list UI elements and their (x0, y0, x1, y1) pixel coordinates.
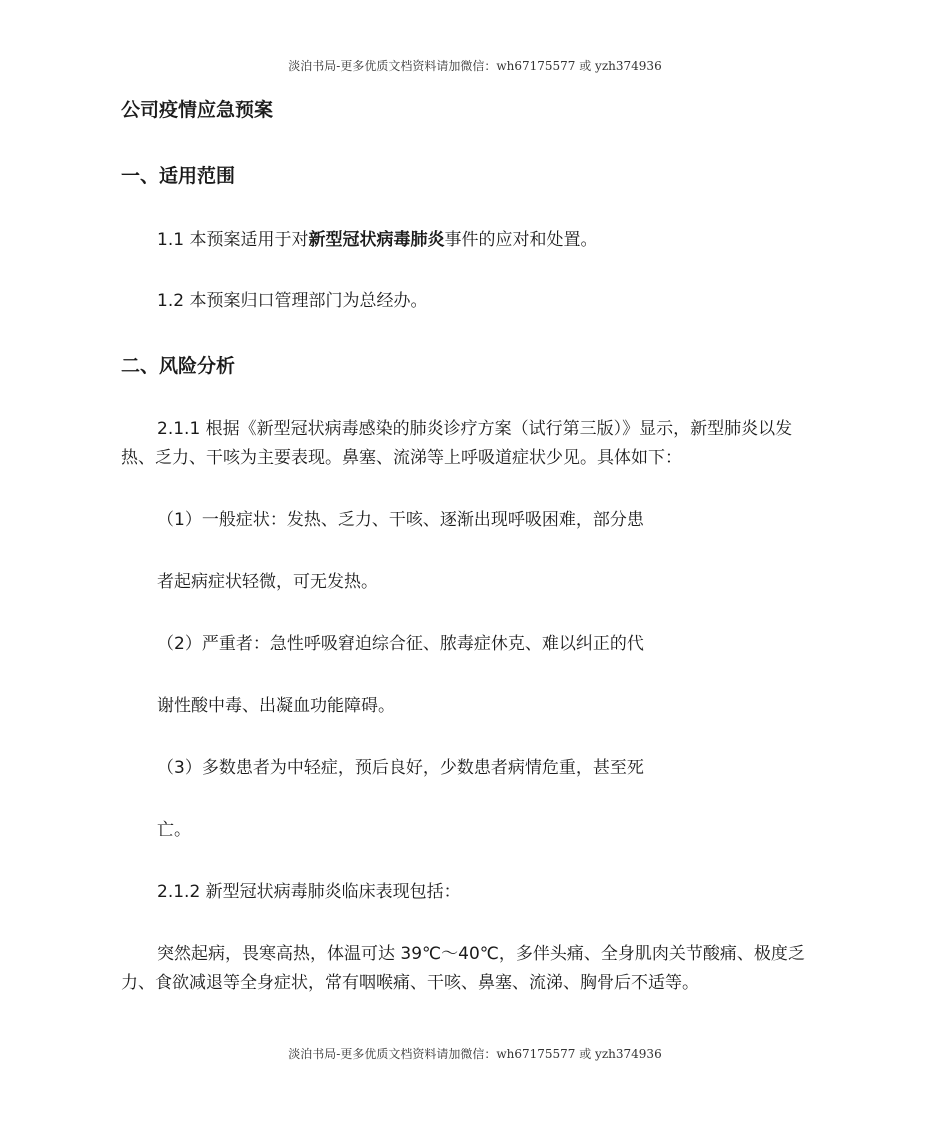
list-item-1-line-1: （1）一般症状：发热、乏力、干咳、逐渐出现呼吸困难，部分患 (157, 510, 644, 530)
document-title: 公司疫情应急预案 (121, 99, 274, 121)
paragraph-1-2: 1.2 本预案归口管理部门为总经办。 (157, 291, 428, 311)
list-item-3-line-2: 亡。 (157, 820, 191, 840)
page-header: 淡泊书局-更多优质文档资料请加微信：wh67175577 或 yzh374936 (288, 59, 662, 73)
paragraph-1-1-lead: 1.1 本预案适用于对 (157, 230, 309, 250)
paragraph-2-1-2: 2.1.2 新型冠状病毒肺炎临床表现包括： (157, 882, 461, 902)
list-item-2-line-1: （2）严重者：急性呼吸窘迫综合征、脓毒症休克、难以纠正的代 (157, 634, 644, 654)
list-item-2-line-2: 谢性酸中毒、出凝血功能障碍。 (157, 696, 395, 716)
section-heading-scope: 一、适用范围 (121, 165, 236, 187)
page-footer: 淡泊书局-更多优质文档资料请加微信：wh67175577 或 yzh374936 (288, 1047, 662, 1061)
paragraph-2-1-1: 2.1.1 根据《新型冠状病毒感染的肺炎诊疗方案（试行第三版）》显示，新型肺炎以发热、乏力、干咳为主要表现。鼻塞、流涕等上呼吸道症状少见。具体如下： (121, 419, 793, 468)
section-heading-risk: 二、风险分析 (121, 355, 236, 377)
list-item-1-line-2: 者起病症状轻微，可无发热。 (157, 572, 378, 592)
paragraph-1-1-bold-term: 新型冠状病毒肺炎 (308, 230, 445, 250)
paragraph-1-1 (121, 226, 826, 255)
paragraph-1-1-tail: 事件的应对和处置。 (444, 230, 598, 250)
paragraph-symptoms: 突然起病，畏寒高热，体温可达 39℃～40℃，多伴头痛、全身肌肉关节酸痛、极度乏力、食欲减退等全身症状，常有咽喉痛、干咳、鼻塞、流涕、胸骨后不适等。 (121, 944, 805, 993)
list-item-3-line-1: （3）多数患者为中轻症，预后良好，少数患者病情危重，甚至死 (157, 758, 644, 778)
